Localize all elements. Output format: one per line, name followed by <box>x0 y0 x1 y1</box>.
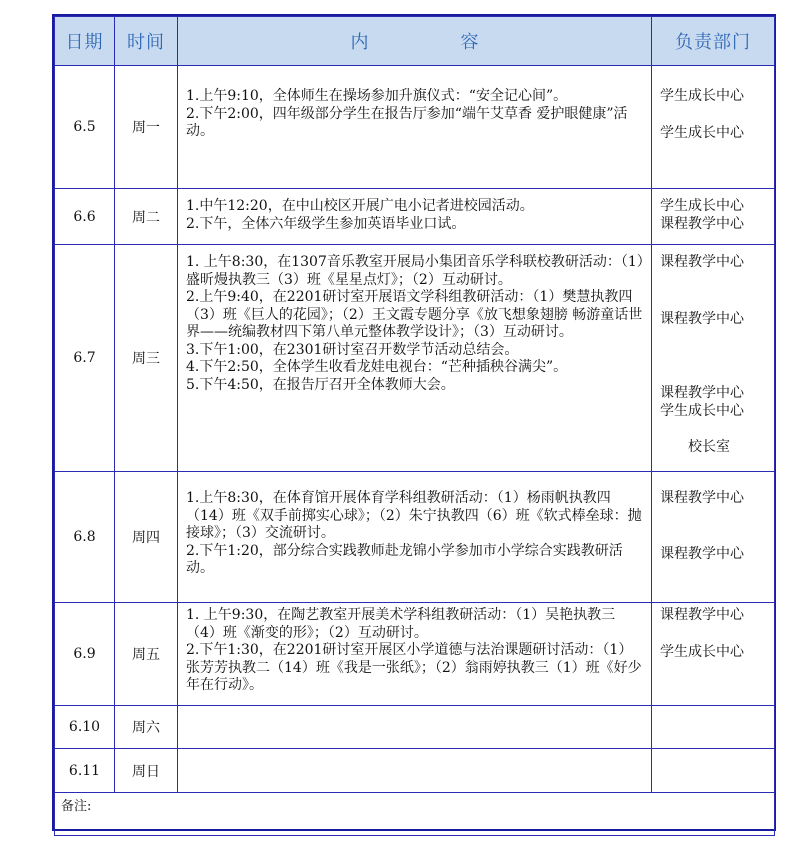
content-item: 5.下午4:50，在报告厅召开全体教师大会。 <box>186 376 455 393</box>
row-dept <box>652 603 775 706</box>
dept-item: 学生成长中心 <box>660 124 744 141</box>
row-day: 周一 <box>115 66 178 189</box>
row-day: 周日 <box>115 749 178 793</box>
note-row <box>55 793 775 836</box>
table-row <box>55 245 775 472</box>
header-row <box>55 17 775 66</box>
row-content <box>178 706 652 749</box>
content-item: 2.下午，全体六年级学生参加英语毕业口试。 <box>186 215 466 232</box>
row-content <box>178 749 652 793</box>
table-row <box>55 189 775 245</box>
row-day: 周二 <box>115 189 178 245</box>
note-cell <box>55 793 775 836</box>
row-date: 6.5 <box>55 66 115 189</box>
content-item: 2.上午9:40，在2201研讨室开展语文学科组教研活动：（1）樊慧执教四（3）班《巨人的花园》；（2）王文霞专题分享《放飞想象翅膀 畅游童话世界——统编教材四下第八单元整体教学设计》；（3）互动研讨。 <box>186 289 643 340</box>
dept-item: 学生成长中心 <box>660 88 744 104</box>
content-item: 2.下午2:00，四年级部分学生在报告厅参加“端午艾草香 爱护眼健康”活动。 <box>186 105 628 139</box>
content-item: 4.下午2:50，全体学生收看龙娃电视台：“芒种插秧谷满尖”。 <box>186 359 568 375</box>
content-item: 2.下午1:20，部分综合实践教师赴龙锦小学参加市小学综合实践教研活动。 <box>186 542 623 576</box>
header-date: 日期 <box>55 17 115 66</box>
row-date: 6.9 <box>55 603 115 706</box>
dept-item: 学生成长中心 <box>660 198 744 214</box>
row-date: 6.6 <box>55 189 115 245</box>
row-content <box>178 245 652 472</box>
row-date: 6.10 <box>55 706 115 749</box>
dept-item: 学生成长中心 <box>660 402 744 419</box>
row-content <box>178 472 652 603</box>
dept-item: 课程教学中心 <box>660 310 744 327</box>
table-row <box>55 603 775 706</box>
row-day: 周五 <box>115 603 178 706</box>
row-content <box>178 603 652 706</box>
weekly-schedule-table <box>54 16 775 836</box>
content-item: 1. 上午8:30，在1307音乐教室开展局小集团音乐学科联校教研活动：（1）盛昕熳执教三（3）班《星星点灯》；（2）互动研讨。 <box>186 254 644 288</box>
row-dept <box>652 245 775 472</box>
table-row <box>55 472 775 603</box>
row-day: 周四 <box>115 472 178 603</box>
dept-item: 课程教学中心 <box>660 215 744 232</box>
dept-item: 校长室 <box>688 439 730 455</box>
row-content <box>178 66 652 189</box>
dept-item: 课程教学中心 <box>660 545 744 562</box>
content-item: 1.上午9:10，全体师生在操场参加升旗仪式：“安全记心间”。 <box>186 88 568 104</box>
row-day: 周三 <box>115 245 178 472</box>
table-row <box>55 66 775 189</box>
header-time: 时间 <box>115 17 178 66</box>
dept-item: 学生成长中心 <box>660 643 744 660</box>
header-content: 内容 <box>178 17 652 66</box>
row-dept <box>652 472 775 603</box>
content-item: 1.上午8:30，在体育馆开展体育学科组教研活动：（1）杨雨帆执教四（14）班《双手前掷实心球》；（2）朱宁执教四（6）班《软式棒垒球：抛接球》；（3）交流研讨。 <box>186 490 642 541</box>
content-item: 3.下午1:00，在2301研讨室召开数学节活动总结会。 <box>186 341 519 358</box>
dept-item: 课程教学中心 <box>660 385 744 401</box>
dept-item: 课程教学中心 <box>660 490 744 506</box>
table-row <box>55 706 775 749</box>
header-dept: 负责部门 <box>652 17 775 66</box>
row-content <box>178 189 652 245</box>
row-date: 6.11 <box>55 749 115 793</box>
dept-item: 课程教学中心 <box>660 254 744 270</box>
row-date: 6.7 <box>55 245 115 472</box>
row-dept <box>652 189 775 245</box>
row-dept <box>652 749 775 793</box>
row-day: 周六 <box>115 706 178 749</box>
row-dept <box>652 66 775 189</box>
row-dept <box>652 706 775 749</box>
content-item: 2.下午1:30，在2201研讨室开展区小学道德与法治课题研讨活动：（1）张芳芳执教二（14）班《我是一张纸》；（2）翁雨婷执教三（1）班《好少年在行动》。 <box>186 642 642 693</box>
note-label: 备注: <box>61 799 92 814</box>
row-date: 6.8 <box>55 472 115 603</box>
content-item: 1.中午12:20，在中山校区开展广电小记者进校园活动。 <box>186 198 534 214</box>
dept-item: 课程教学中心 <box>660 607 744 623</box>
content-item: 1. 上午9:30，在陶艺教室开展美术学科组教研活动：（1）吴艳执教三（4）班《渐变的形》；（2）互动研讨。 <box>186 607 616 641</box>
table-row <box>55 749 775 793</box>
